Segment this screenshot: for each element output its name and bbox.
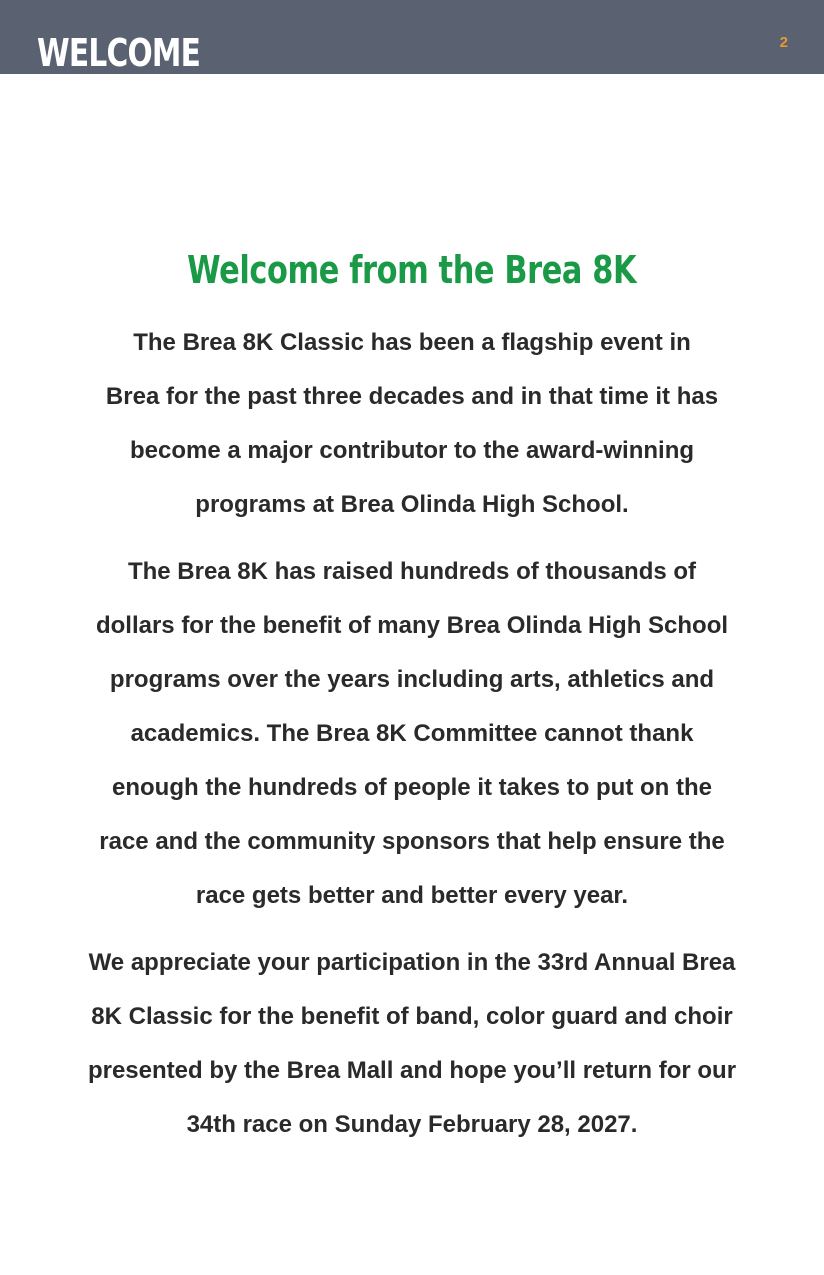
header-bar (0, 0, 824, 74)
page-heading-text: Welcome from the Brea 8K (187, 248, 637, 292)
text-line: programs over the years including arts, athletics and (109, 666, 715, 693)
text-line: The Brea 8K has raised hundreds of thousands of (127, 558, 697, 585)
text-line: race and the community sponsors that help ensure the (99, 828, 725, 855)
paragraph-intro (60, 316, 764, 532)
text-line: 8K Classic for the benefit of band, color guard and choir (91, 1003, 733, 1030)
text-line: 34th race on Sunday February 28, 2027. (186, 1111, 638, 1138)
text-line: We appreciate your participation in the 33rd Annual Brea (88, 949, 736, 976)
text-line: become a major contributor to the award-winning (129, 437, 695, 464)
text-line: Brea for the past three decades and in that time it has (105, 383, 719, 410)
page-number: 2 (779, 34, 788, 51)
text-line: The Brea 8K Classic has been a flagship event in (133, 329, 691, 356)
text-line: enough the hundreds of people it takes to put on the (112, 774, 712, 801)
text-line: programs at Brea Olinda High School. (195, 491, 629, 518)
welcome-body (60, 316, 764, 1152)
text-line: race gets better and better every year. (195, 882, 629, 909)
paragraph-appreciation (60, 936, 764, 1152)
section-title: WELCOME (37, 31, 201, 75)
text-line: academics. The Brea 8K Committee cannot thank (130, 720, 694, 747)
paragraph-fundraising (60, 545, 764, 923)
text-line: presented by the Brea Mall and hope you’ll return for our (87, 1057, 737, 1084)
page-heading (0, 248, 824, 292)
text-line: dollars for the benefit of many Brea Olinda High School (95, 612, 729, 639)
